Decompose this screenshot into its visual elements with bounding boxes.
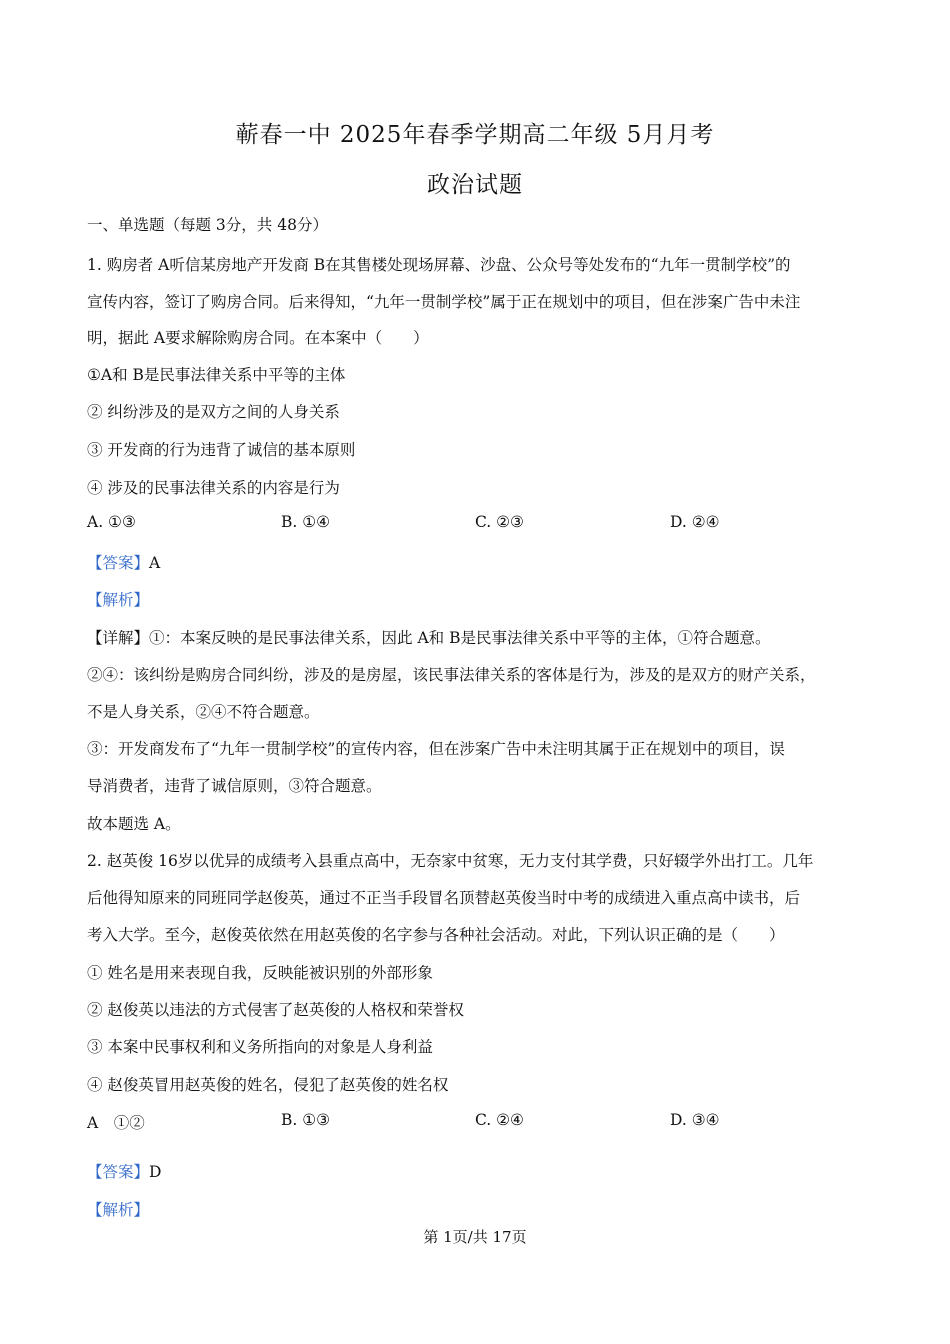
q2-statement: ① 姓名是用来表现自我，反映能被识别的外部形象: [87, 964, 433, 982]
q1-stem-line: 宣传内容，签订了购房合同。后来得知，“九年一贯制学校”属于正在规划中的项目，但在涉案广告中未注: [87, 293, 801, 311]
q1-option-a: A. ①③: [87, 513, 136, 531]
q2-option-d: D. ③④: [670, 1111, 720, 1129]
q1-detail-line: 导消费者，违背了诚信原则，③符合题意。: [87, 777, 382, 795]
q1-statement: ①A和 B是民事法律关系中平等的主体: [87, 366, 346, 384]
section-heading: 一、单选题（每题 3分，共 48分）: [87, 216, 328, 234]
q1-option-d: D. ②④: [670, 513, 720, 531]
q2-option-b: B. ①③: [281, 1111, 331, 1129]
q1-option-b: B. ①④: [281, 513, 331, 531]
q1-stem-line: 1. 购房者 A听信某房地产开发商 B在其售楼处现场屏幕、沙盘、公众号等处发布的“九年一贯制学校”的: [87, 256, 791, 274]
q1-statement: ④ 涉及的民事法律关系的内容是行为: [87, 479, 340, 497]
q1-detail-line: 故本题选 A。: [87, 815, 181, 833]
q2-option-c: C. ②④: [475, 1111, 524, 1129]
q1-detail-line: [87, 626, 877, 648]
q1-statement: ③ 开发商的行为违背了诚信的基本原则: [87, 441, 356, 459]
q1-answer: [87, 551, 877, 573]
q1-detail-line: ③：开发商发布了“九年一贯制学校”的宣传内容，但在涉案广告中未注明其属于正在规划中的项目，误: [87, 740, 785, 758]
q2-option-a: A ①②: [87, 1114, 145, 1132]
q1-analysis-tag: 【解析】: [87, 591, 150, 609]
q2-statement: ③ 本案中民事权利和义务所指向的对象是人身利益: [87, 1038, 433, 1056]
answer-value: D: [149, 1163, 162, 1181]
q1-stem-line: 明，据此 A要求解除购房合同。在本案中（ ）: [87, 329, 429, 347]
q2-stem-line: 考入大学。至今，赵俊英依然在用赵英俊的名字参与各种社会活动。对此，下列认识正确的是（ ）: [87, 926, 785, 944]
q1-option-c: C. ②③: [475, 513, 524, 531]
answer-value: A: [149, 554, 161, 572]
q1-options: [87, 513, 877, 535]
q1-statement: ② 纠纷涉及的是双方之间的人身关系: [87, 403, 340, 421]
q1-detail-line: ②④：该纠纷是购房合同纠纷，涉及的是房屋，该民事法律关系的客体是行为，涉及的是双方的财产关系，: [87, 666, 816, 684]
q2-statement: ④ 赵俊英冒用赵英俊的姓名，侵犯了赵英俊的姓名权: [87, 1076, 449, 1094]
q2-statement: ② 赵俊英以违法的方式侵害了赵英俊的人格权和荣誉权: [87, 1001, 464, 1019]
answer-tag: 【答案】: [87, 1163, 150, 1181]
q2-answer: [87, 1160, 877, 1182]
q2-analysis-tag: 【解析】: [87, 1201, 150, 1219]
page-number: 第 1页/共 17页: [423, 1228, 527, 1246]
exam-subject-title: 政治试题: [427, 172, 523, 198]
exam-title: 蕲春一中 2025年春季学期高二年级 5月月考: [235, 122, 715, 148]
q2-stem-line: 2. 赵英俊 16岁以优异的成绩考入县重点高中，无奈家中贫寒，无力支付其学费，只好辍学外出打工。几年: [87, 852, 814, 870]
answer-tag: 【答案】: [87, 554, 150, 572]
q2-options: [87, 1111, 877, 1133]
detail-tag: 【详解】: [87, 629, 150, 647]
detail-text: ①：本案反映的是民事法律关系，因此 A和 B是民事法律关系中平等的主体，①符合题意。: [149, 629, 771, 647]
q1-detail-line: 不是人身关系，②④不符合题意。: [87, 703, 320, 721]
q2-stem-line: 后他得知原来的同班同学赵俊英，通过不正当手段冒名顶替赵英俊当时中考的成绩进入重点高中读书，后: [87, 889, 801, 907]
